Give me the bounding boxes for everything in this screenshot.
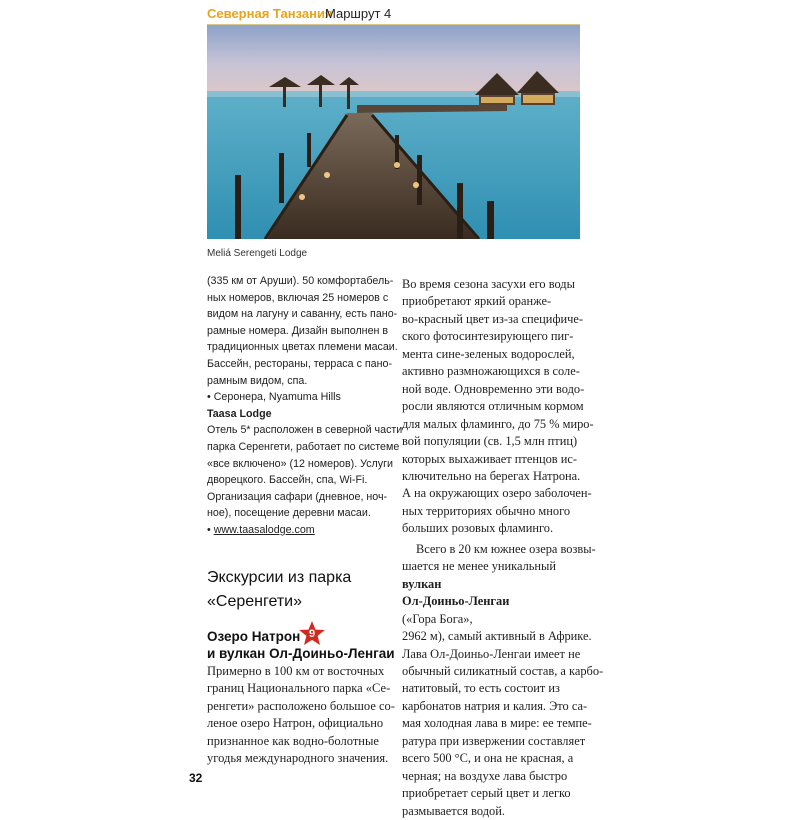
text-line: ского фотосинтезирующего пиг- — [402, 329, 574, 344]
text-line: которых выхаживает птенцов ис- — [402, 451, 577, 466]
text-line: ратура при извержении составляет — [402, 733, 586, 748]
text-line: размывается водой. — [402, 803, 505, 818]
intro-paragraph — [207, 663, 399, 767]
right-text-column — [402, 276, 604, 820]
photo-caption: Meliá Serengeti Lodge — [207, 248, 308, 259]
text-line: во-красный цвет из-за специфиче- — [402, 311, 583, 326]
text-line: рамные номера. Дизайн выполнен в — [207, 324, 389, 337]
text-run: («Гора Бога», — [402, 611, 473, 626]
lodge-photo — [207, 25, 580, 239]
text-line: леное озеро Натрон, официально — [207, 716, 384, 731]
text-line: Примерно в 100 км от восточных — [207, 664, 385, 678]
text-line: традиционных цветах племени масаи. — [207, 341, 398, 354]
lagoon-pier-illustration — [207, 25, 580, 239]
text-line: обычный силикатный состав, а карбо- — [402, 663, 604, 678]
text-line: (335 км от Аруши). 50 комфортабель- — [207, 275, 394, 287]
text-line: вой популяции (св. 1,5 млн птиц) — [402, 434, 578, 449]
text-line: Всего в 20 км южнее озера возвы- — [416, 541, 596, 556]
text-line: ренгети» расположено большое со- — [207, 698, 395, 713]
text-line: «все включено» (12 номеров). Услуги — [207, 457, 394, 470]
badge-number: 9 — [308, 628, 316, 640]
text-line: Отель 5* расположен в северной части — [207, 424, 403, 437]
text-line: ных номеров, включая 25 номеров с — [207, 291, 389, 304]
hotel-name: Taasa Lodge — [207, 407, 272, 420]
hotel2-description — [207, 422, 403, 522]
text-line: дворецкого. Бассейн, спа, Wi-Fi. — [207, 474, 368, 487]
text-line: ных территориях обычно много — [402, 503, 571, 518]
text-line: границ Национального парка «Се- — [207, 681, 391, 696]
text-line: парка Серенгети, работает по системе — [207, 440, 400, 453]
text-line: росли являются отличным кормом — [402, 399, 584, 414]
text-line: рамным видом, спа. — [207, 374, 308, 387]
text-line — [402, 558, 584, 593]
subsection-title-line: и вулкан Ол-Доиньо-Ленгаи — [207, 646, 395, 661]
header-route: Маршрут 4 — [325, 6, 392, 21]
text-line: для малых фламинго, до 75 % миро- — [402, 416, 594, 431]
text-line: А на окружающих озеро заболочен- — [402, 486, 592, 501]
text-line: больших розовых фламинго. — [402, 521, 554, 536]
text-line: натитовый, то есть состоит из — [402, 681, 560, 696]
header-region: Северная Танзания — [207, 6, 333, 21]
website-line — [207, 522, 397, 539]
text-line: ной воде. Одновременно эти водо- — [402, 381, 585, 396]
text-line — [402, 593, 584, 628]
section-title — [207, 566, 397, 614]
text-line: 2962 м), самый активный в Африке. — [402, 629, 592, 644]
volcano-name: вулкан — [402, 576, 442, 591]
hotel-info-column — [207, 273, 403, 539]
hotel-description — [207, 273, 397, 389]
text-line: мента сине-зеленых водорослей, — [402, 346, 575, 361]
text-line: угодья международного значения. — [207, 751, 389, 766]
text-line: Во время сезона засухи его воды — [402, 277, 575, 291]
hotel-location: • Серонера, Nyamuma Hills — [207, 391, 341, 404]
text-run: шается не менее уникальный — [402, 559, 557, 574]
text-line: всего 500 °С, и она не красная, а — [402, 751, 574, 766]
text-line: признанное как водно-болотные — [207, 733, 379, 748]
text-line: ключительно на берегах Натрона. — [402, 468, 581, 483]
subsection-title-line: Озеро Натрон — [207, 629, 301, 644]
volcano-name: Ол-Доиньо-Ленгаи — [402, 594, 510, 609]
section-title-line: «Серенгети» — [207, 593, 302, 610]
text-line: приобретают яркий оранже- — [402, 294, 552, 309]
text-line: видом на лагуну и саванну, есть пано- — [207, 308, 398, 321]
text-line: активно размножающихся в соле- — [402, 364, 580, 379]
text-line: ное), посещение деревни масаи. — [207, 507, 371, 520]
text-line: мая холодная лава в мире: ее темпе- — [402, 716, 592, 731]
text-line: приобретает серый цвет и легко — [402, 786, 571, 801]
text-line: Лава Ол-Доиньо-Ленгаи имеет не — [402, 646, 581, 661]
section-title-line: Экскурсии из парка — [207, 569, 352, 586]
page-header — [207, 4, 587, 24]
page-number: 32 — [189, 771, 203, 785]
text-line: черная; на воздухе лава быстро — [402, 768, 568, 783]
text-line: карбонатов натрия и калия. Это са- — [402, 698, 588, 713]
bullet: • — [207, 523, 214, 536]
text-line: Организация сафари (дневное, ноч- — [207, 490, 388, 503]
website-link[interactable]: www.taasalodge.com — [213, 523, 315, 536]
text-line: Бассейн, рестораны, терраса с пано- — [207, 357, 393, 370]
map-marker-badge — [298, 620, 326, 648]
